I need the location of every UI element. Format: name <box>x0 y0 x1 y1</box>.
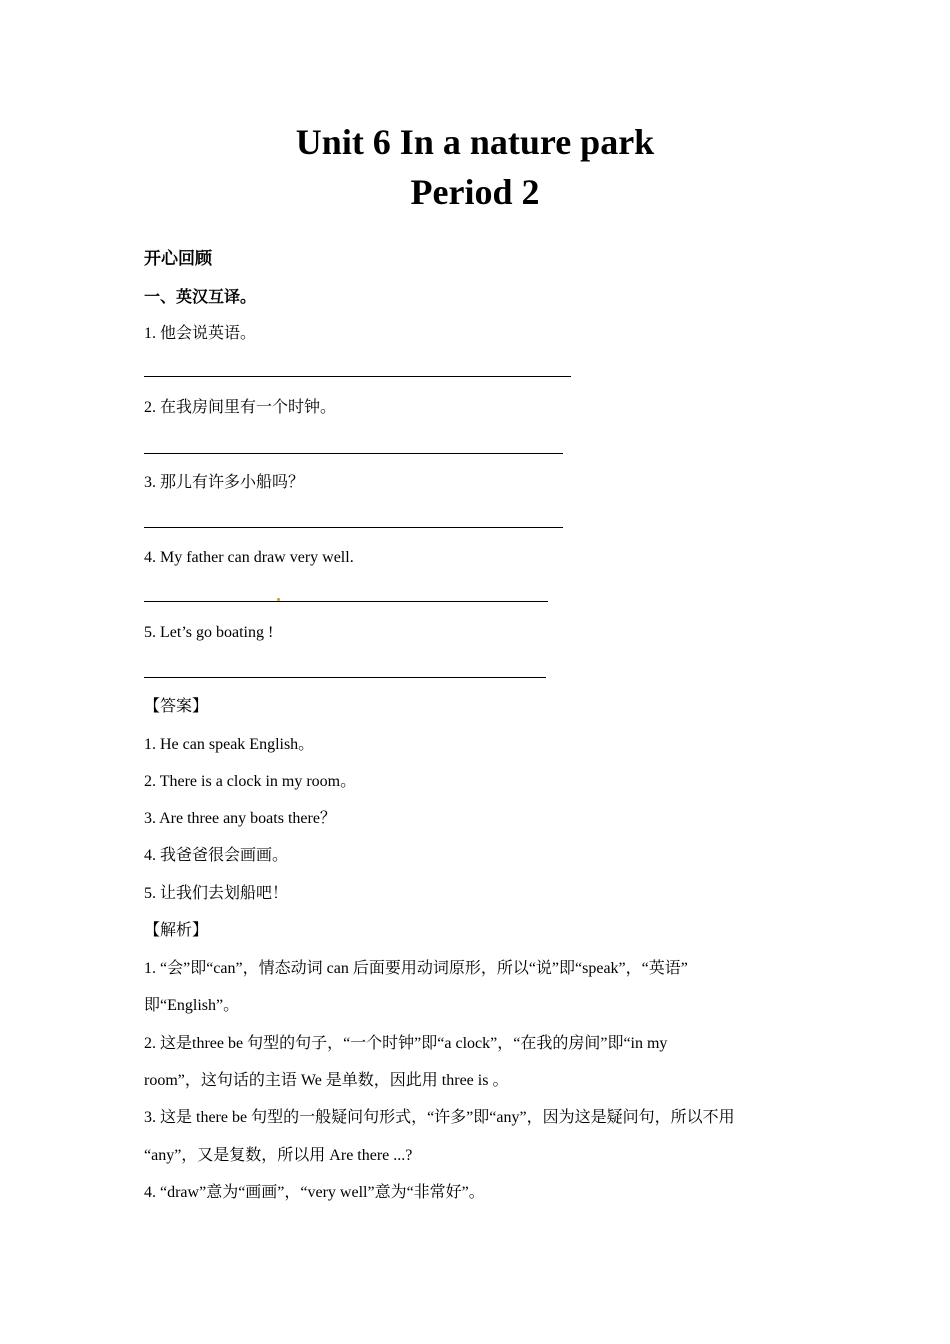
analysis-line-2: 即“English”。 <box>144 997 240 1014</box>
question-2: 2. 在我房间里有一个时钟。 <box>144 399 337 416</box>
analysis-line-7: 4. “draw”意为“画画”，“very well”意为“非常好”。 <box>144 1184 485 1201</box>
document-subtitle: Period 2 <box>410 172 540 212</box>
analysis-label: 【解析】 <box>144 922 209 939</box>
analysis-line-6: “any”，又是复数，所以用 Are there ...? <box>144 1147 413 1164</box>
exercise-heading: 一、英汉互译。 <box>144 287 257 306</box>
analysis-line-3: 2. 这是three be 句型的句子，“一个时钟”即“a clock”，“在我的房间”即“in my <box>144 1035 668 1052</box>
answer-item-1: 1. He can speak English。 <box>144 736 315 753</box>
answer-item-3: 3. Are three any boats there？ <box>144 810 336 827</box>
answer-blank-1 <box>144 376 571 377</box>
answer-label: 【答案】 <box>144 698 209 715</box>
answer-item-5: 5. 让我们去划船吧！ <box>144 885 289 902</box>
document-title: Unit 6 In a nature park <box>295 122 655 162</box>
analysis-line-1: 1. “会”即“can”，情态动词 can 后面要用动词原形，所以“说”即“speak”，“英语” <box>144 960 688 977</box>
question-1: 1. 他会说英语。 <box>144 325 257 342</box>
answer-blank-2 <box>144 453 563 454</box>
section-heading: 开心回顾 <box>144 249 212 269</box>
answer-blank-3 <box>144 527 563 528</box>
analysis-line-5: 3. 这是 there be 句型的一般疑问句形式，“许多”即“any”，因为这是疑问句，所以不用 <box>144 1109 735 1126</box>
question-4: 4. My father can draw very well. <box>144 549 354 566</box>
answer-blank-5 <box>144 677 546 678</box>
question-5: 5. Let’s go boating ! <box>144 624 274 641</box>
answer-item-4: 4. 我爸爸很会画画。 <box>144 847 289 864</box>
answer-blank-4 <box>144 601 548 602</box>
decorative-dot <box>277 598 280 601</box>
question-3: 3. 那儿有许多小船吗？ <box>144 474 305 491</box>
analysis-line-4: room”，这句话的主语 We 是单数，因此用 three is 。 <box>144 1072 509 1089</box>
answer-item-2: 2. There is a clock in my room。 <box>144 773 357 790</box>
